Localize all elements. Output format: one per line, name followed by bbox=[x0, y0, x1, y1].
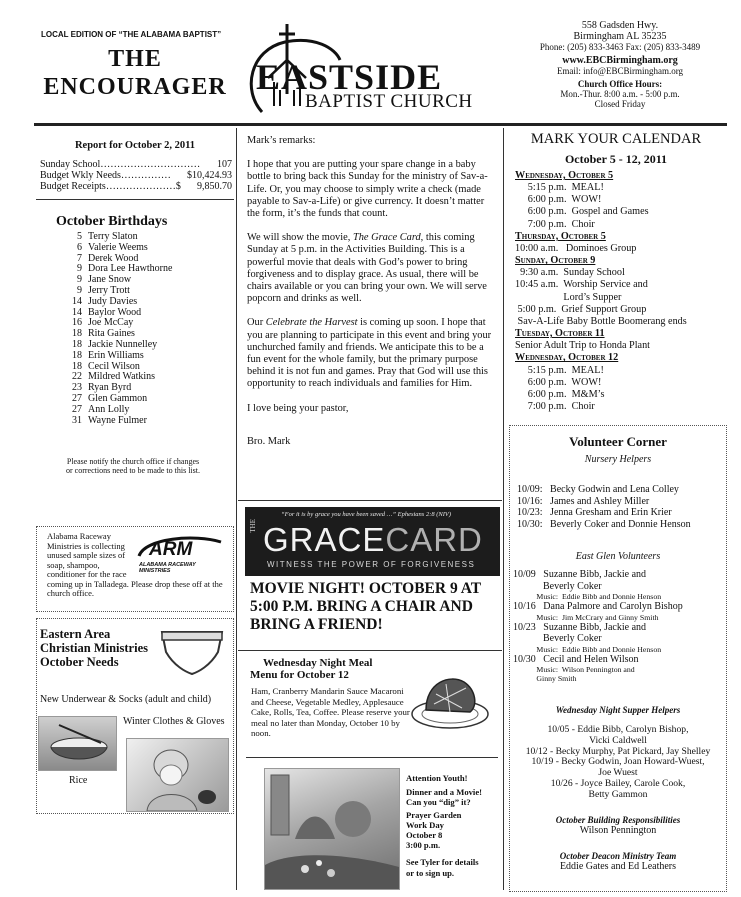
calendar-day-heading: Wednesday, October 12 bbox=[515, 352, 619, 364]
office-closed: Closed Friday bbox=[594, 99, 646, 109]
calendar-day-heading: Wednesday, October 5 bbox=[515, 170, 614, 181]
meal-title-line1: Wednesday Night Meal bbox=[263, 657, 373, 669]
remarks-text: Our bbox=[247, 317, 266, 329]
remarks-paragraph bbox=[247, 232, 495, 305]
nursery-row: 10/23: Jenna Gresham and Erin Krier bbox=[517, 507, 672, 518]
birthday-name: Judy Davies bbox=[88, 295, 138, 307]
calendar-event: Sav-A-Life Baby Bottle Boomerang ends bbox=[515, 315, 687, 327]
meal-divider bbox=[246, 757, 498, 758]
birthday-day: 14 bbox=[72, 295, 82, 307]
calendar-event: 6:00 p.m. WOW! bbox=[515, 376, 602, 388]
birthday-day: 9 bbox=[77, 263, 82, 275]
birthday-day: 7 bbox=[77, 252, 82, 264]
birthday-day: 6 bbox=[77, 241, 82, 253]
birthday-name: Ann Lolly bbox=[88, 403, 130, 415]
rice-bowl-icon bbox=[39, 717, 116, 770]
supper-helper-row: 10/12 - Becky Murphy, Pat Pickard, Jay Shelley bbox=[525, 745, 711, 757]
movie-night-announcement: MOVIE NIGHT! OCTOBER 9 AT 5:00 P.M. BRING A CHAIR AND BRING A FRIEND! bbox=[250, 580, 481, 633]
calendar-event: 5:15 p.m. MEAL! bbox=[515, 182, 604, 194]
youth-line: See Tyler for details bbox=[406, 857, 479, 868]
calendar-list bbox=[515, 170, 727, 413]
report-divider bbox=[36, 199, 234, 200]
calendar-event: 6:00 p.m. M&M’s bbox=[515, 388, 605, 400]
birthday-row bbox=[58, 243, 233, 254]
birthday-name: Jerry Trott bbox=[88, 284, 130, 296]
report-title: Report for October 2, 2011 bbox=[74, 140, 196, 151]
birthday-name: Cecil Wilson bbox=[88, 360, 140, 372]
report-label: Budget Receipts…………………$ bbox=[40, 181, 181, 192]
birthday-row bbox=[58, 264, 233, 275]
birthday-day: 27 bbox=[72, 392, 82, 404]
birthday-row bbox=[58, 416, 233, 427]
remarks-divider bbox=[238, 500, 502, 501]
east-glen-music: Music: Jim McCrary and Ginny Smith bbox=[513, 612, 659, 622]
birthday-name: Valerie Weems bbox=[88, 241, 148, 253]
remarks-text: this coming Sunday at 5 p.m. in the Activities Building. This is a powerful movie that deals with God’s power to bring forgiveness and to display grace. As usual, there will be chairs available or you can bring your own. We will serve popcorn and drinks as well. bbox=[247, 232, 487, 305]
volunteer-title: Volunteer Corner bbox=[569, 434, 667, 449]
birthday-name: Glen Gammon bbox=[88, 392, 148, 404]
remarks-signature: Bro. Mark bbox=[247, 435, 291, 447]
birthday-name: Ryan Byrd bbox=[88, 382, 132, 394]
birthday-day: 5 bbox=[77, 231, 82, 242]
birthday-day: 31 bbox=[72, 414, 82, 426]
website-link[interactable]: www.EBCBirmingham.org bbox=[562, 55, 678, 66]
birthday-name: Mildred Watkins bbox=[88, 371, 156, 383]
nursery-list bbox=[517, 484, 725, 530]
arm-logo-subtext: ALABAMA RACEWAY MINISTRIES bbox=[139, 562, 196, 574]
column-divider-right bbox=[503, 128, 504, 890]
birthday-day: 18 bbox=[72, 328, 82, 340]
birthday-day: 22 bbox=[72, 371, 82, 383]
calendar-event: 10:00 a.m. Dominoes Group bbox=[515, 242, 637, 254]
birthday-note-line2: or corrections need to be made to this list. bbox=[66, 466, 200, 475]
remarks-text: We will show the movie, bbox=[247, 232, 353, 244]
report-value: $10,424.93 bbox=[187, 170, 232, 181]
supper-helper-row: 10/05 - Eddie Bibb, Carolyn Bishop, bbox=[547, 724, 689, 735]
birthday-name: Terry Slaton bbox=[88, 231, 138, 242]
column-divider-left bbox=[236, 128, 237, 890]
calendar-event: 7:00 p.m. Choir bbox=[515, 400, 595, 412]
east-glen-row: 10/09 Suzanne Bibb, Jackie and bbox=[513, 569, 647, 580]
birthday-day: 18 bbox=[72, 349, 82, 361]
birthday-day: 9 bbox=[77, 274, 82, 286]
nursery-row: 10/09: Becky Godwin and Lena Colley bbox=[517, 484, 679, 495]
birthdays-title: October Birthdays bbox=[56, 214, 168, 229]
east-glen-music: Music: Eddie Bibb and Donnie Henson bbox=[513, 592, 662, 601]
remarks-paragraph: I hope that you are putting your spare change in a baby bottle to bring back this Sunday for the ministry of Sav-a-Life. Or, you may choose to simply write a check (made payable to Sav-a-Life) or give currency. It doesn’t matter the form, it’s the funds that count. bbox=[247, 159, 488, 220]
birthday-row bbox=[58, 405, 233, 416]
calendar-day-heading: Thursday, October 5 bbox=[515, 230, 606, 242]
grace-card-tagline: WITNESS THE POWER OF FORGIVENESS bbox=[267, 560, 476, 569]
youth-line: Dinner and a Movie! bbox=[406, 787, 482, 798]
birthday-row bbox=[58, 297, 233, 308]
address-line1: 558 Gadsden Hwy. bbox=[581, 20, 659, 31]
office-hours: Mon.-Thur. 8:00 a.m. - 5:00 p.m. bbox=[560, 89, 680, 99]
remarks-text: is coming up soon. I hope that you are planning to participate in this event and bring your unchurched family and friends. We anticipate this to be a fun event for the whole family, but the primary purpose behind it is not fun and games. Pray that God will use this opportunity to reach individuals and families for Him. bbox=[247, 317, 492, 390]
east-glen-music: Music: Wilson Pennington and bbox=[513, 665, 635, 674]
grace-card-title-grace: GRACE bbox=[263, 521, 386, 558]
birthday-row bbox=[58, 372, 233, 383]
supper-helper-row: 10/26 - Joyce Bailey, Carole Cook, bbox=[550, 777, 686, 789]
newsletter-title-line1: THE bbox=[108, 46, 162, 72]
nursery-title: Nursery Helpers bbox=[584, 454, 652, 465]
calendar-event: 7:00 p.m. Choir bbox=[515, 218, 595, 230]
birthday-list bbox=[58, 232, 233, 426]
report-label: Budget Wkly Needs…………… bbox=[40, 170, 171, 181]
address-line2: Birmingham AL 35235 bbox=[573, 31, 667, 42]
email-link[interactable]: Email: info@EBCBirmingham.org bbox=[556, 66, 684, 76]
east-glen-row: 10/30 Cecil and Helen Wilson bbox=[513, 653, 639, 665]
youth-line: Work Day bbox=[406, 819, 444, 830]
calendar-event: 5:15 p.m. MEAL! bbox=[515, 364, 604, 376]
winter-clothes-photo bbox=[126, 738, 229, 812]
calendar-day-heading: Tuesday, October 11 bbox=[515, 328, 605, 340]
eacm-need-underwear: New Underwear & Socks (adult and child) bbox=[40, 694, 212, 705]
birthday-name: Wayne Fulmer bbox=[88, 414, 147, 426]
movie-divider bbox=[238, 650, 502, 651]
arm-logo bbox=[135, 534, 227, 574]
east-glen-row: Beverly Coker bbox=[513, 633, 602, 644]
rice-bowl-photo bbox=[38, 716, 117, 771]
calendar-event: 9:30 a.m. Sunday School bbox=[515, 267, 625, 279]
supper-helper-row: 10/19 - Becky Godwin, Joan Howard-Wuest, bbox=[531, 756, 705, 768]
birthday-name: Derek Wood bbox=[88, 252, 139, 264]
east-glen-row: 10/16 Dana Palmore and Carolyn Bishop bbox=[513, 601, 683, 612]
remarks-closing: I love being your pastor, bbox=[247, 402, 349, 414]
meal-menu: Ham, Cranberry Mandarin Sauce Macaroni and Cheese, Vegetable Medley, Applesauce Cake, Rolls, Tea, Coffee. Please reserve your meal no later than Monday, October 10 by noon. bbox=[251, 686, 410, 739]
east-glen-title: East Glen Volunteers bbox=[575, 551, 661, 562]
birthday-day: 14 bbox=[72, 306, 82, 318]
birthday-row bbox=[58, 351, 233, 362]
birthday-note bbox=[38, 457, 228, 475]
youth-line: Prayer Garden bbox=[406, 809, 462, 820]
supper-helper-row: Joe Wuest bbox=[598, 767, 638, 779]
birthday-name: Baylor Wood bbox=[88, 306, 142, 318]
winter-person-icon bbox=[127, 739, 228, 811]
arm-logo-text: ARM bbox=[149, 539, 193, 560]
birthday-name: Jane Snow bbox=[88, 274, 132, 286]
building-title: October Building Responsibilities bbox=[555, 815, 681, 825]
birthday-day: 18 bbox=[72, 338, 82, 350]
remarks-heading: Mark’s remarks: bbox=[247, 135, 316, 146]
underwear-icon bbox=[154, 622, 230, 682]
calendar-title: MARK YOUR CALENDAR bbox=[530, 131, 702, 147]
deacon-team: Eddie Gates and Ed Leathers bbox=[559, 861, 677, 872]
nursery-row: 10/16: James and Ashley Miller bbox=[517, 495, 650, 507]
report-label: Sunday School………………………… bbox=[40, 159, 201, 170]
youth-announcement bbox=[406, 773, 502, 878]
east-glen-music: Ginny Smith bbox=[513, 674, 577, 683]
report-value: 9,850.70 bbox=[197, 181, 232, 192]
newsletter-title-line2: ENCOURAGER bbox=[43, 74, 227, 100]
birthday-name: Jackie Nunnelley bbox=[88, 338, 158, 350]
grace-card-verse: “For it is by grace you have been saved …” Ephesians 2:8 (NIV) bbox=[281, 511, 452, 518]
supper-helper-row: Betty Gammon bbox=[588, 788, 648, 800]
grace-card-title bbox=[263, 523, 483, 557]
remarks-paragraph bbox=[247, 317, 495, 390]
church-name-big: EASTSIDE bbox=[256, 57, 443, 97]
birthday-row bbox=[58, 318, 233, 329]
youth-line: October 8 bbox=[406, 830, 443, 841]
local-edition-label: LOCAL EDITION OF “THE ALABAMA BAPTIST” bbox=[41, 30, 222, 39]
meal-title-line2: Menu for October 12 bbox=[250, 669, 349, 681]
calendar-day-heading: Sunday, October 9 bbox=[515, 255, 596, 267]
grace-card-banner bbox=[245, 507, 500, 576]
youth-line: 3:00 p.m. bbox=[406, 840, 441, 851]
east-glen-row: Beverly Coker bbox=[513, 580, 602, 592]
church-name-small: BAPTIST CHURCH bbox=[305, 91, 473, 112]
calendar-date-range: October 5 - 12, 2011 bbox=[564, 152, 668, 166]
east-glen-row: 10/23 Suzanne Bibb, Jackie and bbox=[513, 621, 647, 633]
pastor-remarks bbox=[247, 135, 495, 448]
youth-line: Attention Youth! bbox=[406, 773, 468, 783]
birthday-day: 9 bbox=[77, 284, 82, 296]
office-hours-title: Church Office Hours: bbox=[577, 79, 663, 89]
masthead-rule bbox=[34, 123, 727, 126]
birthday-name: Erin Williams bbox=[88, 349, 144, 361]
grace-card-side-label: THE bbox=[249, 519, 257, 533]
contact-block bbox=[520, 20, 720, 109]
birthday-row bbox=[58, 340, 233, 351]
grace-card-title-card: CARD bbox=[385, 521, 483, 558]
east-glen-list bbox=[513, 569, 725, 683]
youth-line: Can you “dig” it? bbox=[406, 797, 471, 808]
birthday-day: 23 bbox=[72, 382, 82, 394]
calendar-event: 6:00 p.m. WOW! bbox=[515, 194, 602, 206]
birthday-row bbox=[58, 394, 233, 405]
nursery-row: 10/30: Beverly Coker and Donnie Henson bbox=[517, 518, 691, 530]
garden-icon bbox=[265, 769, 399, 889]
east-glen-music: Music: Eddie Bibb and Donnie Henson bbox=[513, 644, 662, 654]
raceway-body: Alabama Raceway Ministries is collecting unused sample sizes of soap, shampoo, conditioner for the race coming up in Talladega. Please drop these off at the church office. bbox=[47, 531, 223, 598]
birthday-name: Dora Lee Hawthorne bbox=[88, 263, 173, 275]
supper-helpers-title: Wednesday Night Supper Helpers bbox=[555, 705, 681, 715]
birthday-row bbox=[58, 308, 233, 319]
birthday-name: Joe McCay bbox=[88, 317, 134, 329]
calendar-event: 5:00 p.m. Grief Support Group bbox=[515, 303, 647, 315]
birthday-day: 27 bbox=[72, 403, 82, 415]
deacon-title: October Deacon Ministry Team bbox=[559, 851, 677, 861]
birthday-day: 18 bbox=[72, 360, 82, 372]
remarks-event-title: Celebrate the Harvest bbox=[265, 317, 358, 329]
eacm-title: Eastern Area Christian Ministries October Needs bbox=[40, 627, 148, 669]
raceway-text bbox=[47, 532, 227, 599]
report-table bbox=[40, 159, 232, 192]
calendar-event: 6:00 p.m. Gospel and Games bbox=[515, 206, 649, 218]
supper-helper-row: Vicki Caldwell bbox=[589, 734, 647, 746]
report-row bbox=[40, 170, 232, 181]
calendar-event: Lord’s Supper bbox=[515, 291, 622, 303]
prayer-garden-photo bbox=[264, 768, 400, 890]
report-row bbox=[40, 159, 232, 170]
birthday-row bbox=[58, 286, 233, 297]
report-row bbox=[40, 181, 232, 192]
calendar-event: Senior Adult Trip to Honda Plant bbox=[515, 340, 650, 352]
birthday-name: Rita Gaines bbox=[88, 328, 135, 340]
phone-fax: Phone: (205) 833-3463 Fax: (205) 833-3489 bbox=[539, 42, 701, 52]
calendar-event: 10:45 a.m. Worship Service and bbox=[515, 279, 648, 291]
ham-icon bbox=[406, 668, 492, 734]
birthday-row bbox=[58, 275, 233, 286]
supper-helpers-list bbox=[509, 725, 727, 801]
building-name: Wilson Pennington bbox=[579, 825, 657, 836]
eacm-need-clothes: Winter Clothes & Gloves bbox=[123, 716, 225, 727]
eacm-need-rice: Rice bbox=[69, 775, 88, 786]
report-value: 107 bbox=[217, 159, 232, 170]
birthday-day: 16 bbox=[72, 317, 82, 329]
youth-line: or to sign up. bbox=[406, 867, 455, 878]
remarks-movie-title: The Grace Card, bbox=[352, 232, 424, 244]
birthday-note-line1: Please notify the church office if changes bbox=[66, 457, 200, 466]
